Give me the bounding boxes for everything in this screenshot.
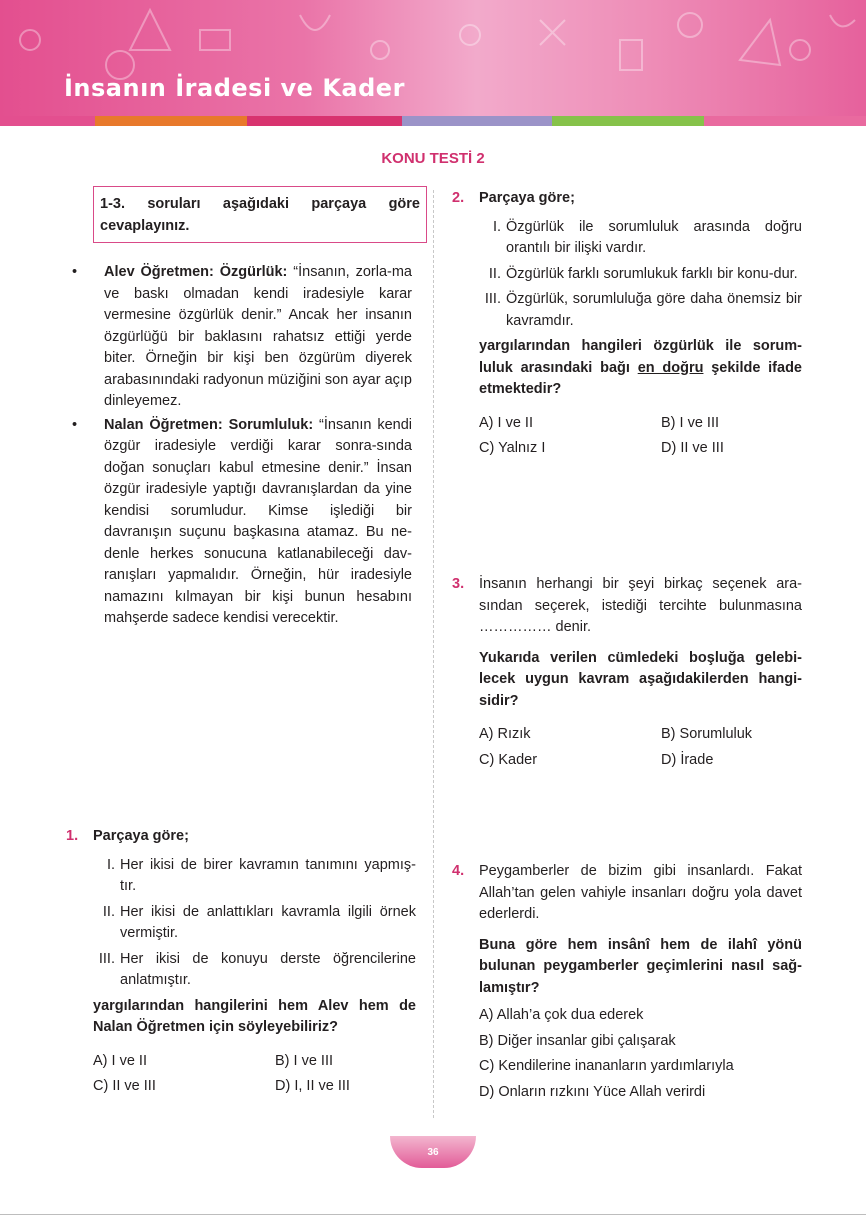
answer-options bbox=[479, 724, 802, 771]
option-a[interactable]: A) Allah’a çok dua ederek bbox=[479, 1007, 644, 1023]
color-stripe bbox=[0, 116, 866, 126]
question-prompt: yargılarından hangileri özgürlük ile sorum-luluk arasındaki bağı en doğru şekilde ifade etmektedir? bbox=[479, 338, 802, 397]
chapter-title: İnsanın İradesi ve Kader bbox=[64, 74, 405, 102]
option-c[interactable]: C) Yalnız I bbox=[479, 440, 546, 456]
question-stem: Peygamberler de bizim gibi insanlardı. Fakat Allah’tan gelen vahiyle insanları doğru yola davet ederlerdi. bbox=[479, 863, 802, 922]
question-number: 1. bbox=[66, 828, 79, 844]
question-1 bbox=[66, 826, 416, 1098]
option-b[interactable]: B) Diğer insanlar gibi çalışarak bbox=[479, 1032, 676, 1049]
option-b[interactable]: B) I ve III bbox=[661, 414, 720, 431]
statement: I. Özgürlük ile sorumluluk arasında doğru orantılı bir ilişki vardır. bbox=[492, 218, 802, 256]
passage bbox=[72, 262, 412, 632]
question-4 bbox=[452, 861, 802, 1107]
answer-options bbox=[479, 413, 802, 460]
stripe-segment bbox=[0, 116, 95, 126]
stripe-segment bbox=[704, 116, 866, 126]
option-c[interactable]: C) Kendilerine inananların yardımlarıyla bbox=[479, 1058, 734, 1074]
passage-text: “İnsanın kendi özgür iradesiyle verdiği karar sonra-sında doğan sonuçları kabul etmesine denir.” İnsan özgür iradesiyle yaptığı davranışlardan da yine kendisi sorumludur. Kimse işlediği bir davranışın suçunu başkasına atamaz. Bu ne-denle herkes sonucuna katlanabileceği dav-ranışları yapmalıdır. Örneğin, hür iradesiyle namazını kılmayan bir kişi bunun hesabını mahşerde sadece kendisi verecektir. bbox=[104, 416, 412, 626]
bullet-icon: • bbox=[72, 264, 78, 280]
statement: III. Özgürlük, sorumluluğa göre daha önemsiz bir kavramdır. bbox=[484, 291, 802, 329]
page-number-tab bbox=[390, 1136, 476, 1168]
option-d[interactable]: D) İrade bbox=[661, 751, 714, 768]
passage-item bbox=[72, 415, 412, 630]
option-a[interactable]: A) I ve II bbox=[479, 414, 533, 431]
speaker-label: Alev Öğretmen: Özgürlük: bbox=[104, 264, 288, 280]
question-3 bbox=[452, 574, 802, 771]
option-a[interactable]: A) I ve II bbox=[93, 1052, 147, 1069]
option-d[interactable]: D) II ve III bbox=[661, 440, 724, 456]
option-b[interactable]: B) Sorumluluk bbox=[661, 726, 753, 742]
question-2 bbox=[452, 188, 802, 460]
emphasis-text: en doğru bbox=[637, 359, 704, 376]
option-d[interactable]: D) Onların rızkını Yüce Allah verirdi bbox=[479, 1083, 706, 1100]
passage-item bbox=[72, 262, 412, 413]
bullet-icon: • bbox=[72, 416, 78, 433]
stripe-segment bbox=[95, 116, 247, 126]
statement: I. Her ikisi de birer kavramın tanımını yapmış-tır. bbox=[106, 856, 416, 894]
question-prompt: Yukarıda verilen cümledeki boşluğa gelebi-lecek uygun kavram aşağıdakilerden hangi-sidir? bbox=[479, 649, 802, 709]
header-banner bbox=[0, 0, 866, 116]
speaker-label: Nalan Öğretmen: Sorumluluk: bbox=[104, 416, 314, 433]
option-c[interactable]: C) II ve III bbox=[93, 1078, 156, 1094]
question-number: 4. bbox=[452, 863, 465, 879]
passage-text: “İnsanın, zorla-ma ve baskı olmadan kendi iradesiyle karar vermesine özgürlük denir.” Ancak her insanın özgürlüğü bir baklasını rahatsız ettiği yerde biter. Örneğin bir kişi ben özgürüm diyerek arabasınındaki radyonun müziğini son ayar açıp dinleyemez. bbox=[104, 264, 412, 409]
stripe-segment bbox=[247, 116, 402, 126]
instruction-box: 1-3. soruları aşağıdaki parçaya göre cevaplayınız. bbox=[93, 186, 427, 243]
option-d[interactable]: D) I, II ve III bbox=[275, 1078, 350, 1094]
stripe-segment bbox=[552, 116, 704, 126]
column-divider bbox=[433, 190, 434, 1118]
question-stem: Parçaya göre; bbox=[93, 828, 189, 844]
page-number: 36 bbox=[427, 1147, 439, 1158]
option-c[interactable]: C) Kader bbox=[479, 751, 538, 768]
question-stem: Parçaya göre; bbox=[479, 190, 575, 206]
stripe-segment bbox=[402, 116, 552, 126]
option-b[interactable]: B) I ve III bbox=[275, 1052, 334, 1069]
question-stem: İnsanın herhangi bir şeyi birkaç seçenek ara-sından seçerek, istediği tercihte bulunmasına …………… denir. bbox=[479, 576, 802, 635]
answer-options bbox=[479, 1005, 802, 1103]
question-number: 2. bbox=[452, 190, 465, 206]
question-prompt: yargılarından hangilerini hem Alev hem de Nalan Öğretmen için söyleyebiliriz? bbox=[93, 997, 416, 1035]
question-prompt: Buna göre hem insânî hem de ilahî yönü bulunan peygamberler geçimlerini nasıl sağ-lamıştır? bbox=[479, 936, 802, 996]
statement: III. Her ikisi de konuyu derste öğrencilerine anlatmıştır. bbox=[98, 950, 416, 988]
statement: II. Özgürlük farklı sorumlukuk farklı bir konu-dur. bbox=[488, 265, 798, 282]
answer-options bbox=[93, 1051, 416, 1098]
option-a[interactable]: A) Rızık bbox=[479, 726, 531, 742]
question-number: 3. bbox=[452, 576, 465, 592]
test-title: KONU TESTİ 2 bbox=[381, 150, 485, 167]
footer-line bbox=[0, 1214, 866, 1215]
statement: II. Her ikisi de anlattıkları kavramla ilgili örnek vermiştir. bbox=[102, 903, 416, 941]
